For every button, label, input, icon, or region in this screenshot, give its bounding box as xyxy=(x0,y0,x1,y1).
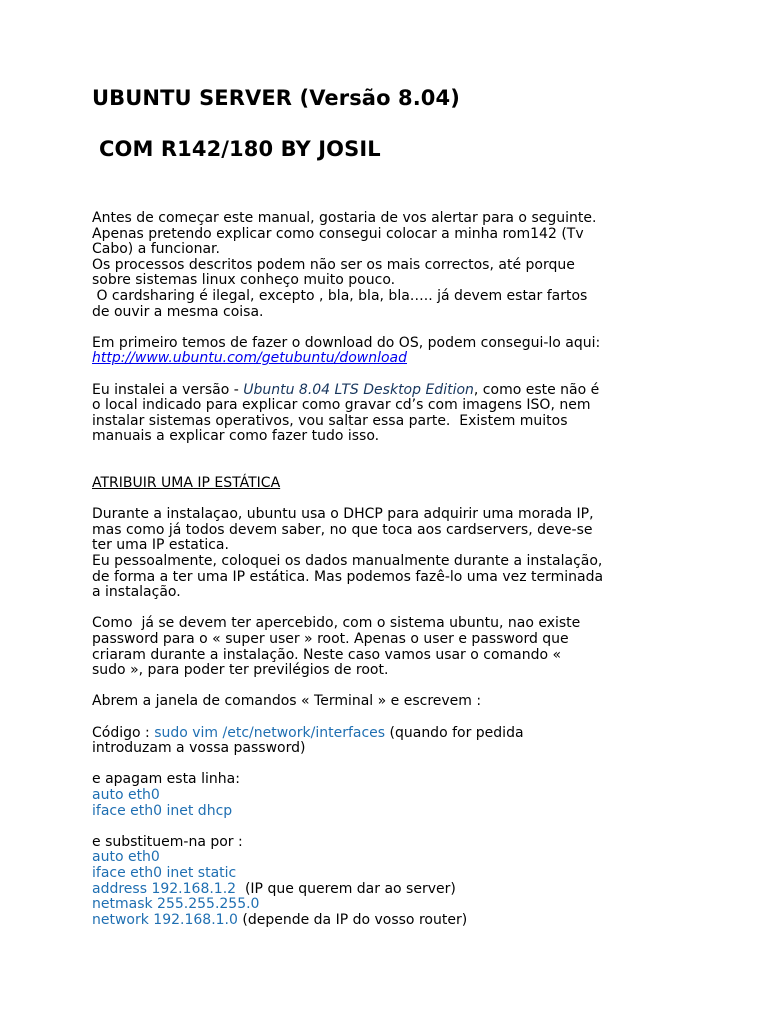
replace-code-network: network 192.168.1.0 xyxy=(92,911,238,928)
dhcp-line-1: Durante a instalaçao, ubuntu usa o DHCP para adquirir uma morada IP, xyxy=(92,506,594,523)
intro-line-2: Apenas pretendo explicar como consegui colocar a minha rom142 (Tv xyxy=(92,225,584,242)
document-body xyxy=(92,211,692,928)
replace-block xyxy=(92,835,692,929)
terminal-instruction: Abrem a janela de comandos « Terminal » e escrevem : xyxy=(92,693,482,710)
download-paragraph xyxy=(92,336,692,367)
dhcp-line-3: ter uma IP estatica. xyxy=(92,537,229,554)
version-line-2: o local indicado para explicar como gravar cd’s com imagens ISO, nem xyxy=(92,397,591,414)
intro-line-7: de ouvir a mesma coisa. xyxy=(92,303,264,320)
ubuntu-edition-link[interactable]: Ubuntu 8.04 LTS Desktop Edition xyxy=(243,381,474,398)
replace-address-note: (IP que querem dar ao server) xyxy=(236,880,456,897)
root-line-1: Como já se devem ter apercebido, com o sistema ubuntu, nao existe xyxy=(92,615,581,632)
erase-block xyxy=(92,772,692,819)
erase-code-1: auto eth0 xyxy=(92,786,160,803)
intro-line-1: Antes de começar este manual, gostaria de vos alertar para o seguinte. xyxy=(92,210,597,226)
dhcp-line-4: Eu pessoalmente, coloquei os dados manualmente durante a instalação, xyxy=(92,553,603,570)
root-line-4: sudo », para poder ter previlégios de root. xyxy=(92,662,389,679)
root-paragraph xyxy=(92,616,692,678)
intro-line-5: sobre sistemas linux conheço muito pouco. xyxy=(92,272,396,289)
intro-line-6: O cardsharing é ilegal, excepto , bla, bla, bla….. já devem estar fartos xyxy=(92,287,588,304)
erase-label: e apagam esta linha: xyxy=(92,771,240,788)
version-line-4: manuais a explicar como fazer tudo isso. xyxy=(92,428,380,445)
version-prefix: Eu instalei a versão - xyxy=(92,381,244,398)
version-paragraph xyxy=(92,383,692,445)
version-suffix: , como este não é xyxy=(473,381,600,398)
document-subtitle: COM R142/180 BY JOSIL xyxy=(99,137,381,161)
version-line-3: instalar sistemas operativos, vou saltar essa parte. Existem muitos xyxy=(92,412,568,429)
document-title: UBUNTU SERVER (Versão 8.04) xyxy=(92,86,460,110)
replace-code-1: auto eth0 xyxy=(92,849,160,866)
root-line-3: criaram durante a instalação. Neste caso vamos usar o comando « xyxy=(92,646,562,663)
section-heading: ATRIBUIR UMA IP ESTÁTICA xyxy=(92,475,281,492)
root-line-2: password para o « super user » root. Apenas o user e password que xyxy=(92,631,569,648)
codigo-line-2: introduzam a vossa password) xyxy=(92,740,306,757)
replace-label: e substituem-na por : xyxy=(92,833,243,850)
replace-code-address: address 192.168.1.2 xyxy=(92,880,237,897)
download-text: Em primeiro temos de fazer o download do OS, podem consegui-lo aqui: xyxy=(92,334,601,351)
erase-code-2: iface eth0 inet dhcp xyxy=(92,802,233,819)
codigo-paragraph xyxy=(92,726,692,757)
intro-line-4: Os processos descritos podem não ser os mais correctos, até porque xyxy=(92,256,575,273)
intro-paragraph xyxy=(92,211,692,320)
codigo-command: sudo vim /etc/network/interfaces xyxy=(154,724,386,741)
codigo-note: (quando for pedida xyxy=(385,724,524,741)
intro-line-3: Cabo) a funcionar. xyxy=(92,241,220,258)
replace-code-2: iface eth0 inet static xyxy=(92,864,237,881)
replace-code-netmask: netmask 255.255.255.0 xyxy=(92,896,260,913)
dhcp-line-2: mas como já todos devem saber, no que toca aos cardservers, deve-se xyxy=(92,521,593,538)
dhcp-line-6: a instalação. xyxy=(92,584,181,601)
dhcp-line-5: de forma a ter uma IP estática. Mas podemos fazê-lo uma vez terminada xyxy=(92,568,604,585)
download-link[interactable]: http://www.ubuntu.com/getubuntu/download xyxy=(92,350,407,367)
dhcp-paragraph xyxy=(92,507,692,601)
codigo-label: Código : xyxy=(92,724,155,741)
replace-network-note: (depende da IP do vosso router) xyxy=(237,911,468,928)
